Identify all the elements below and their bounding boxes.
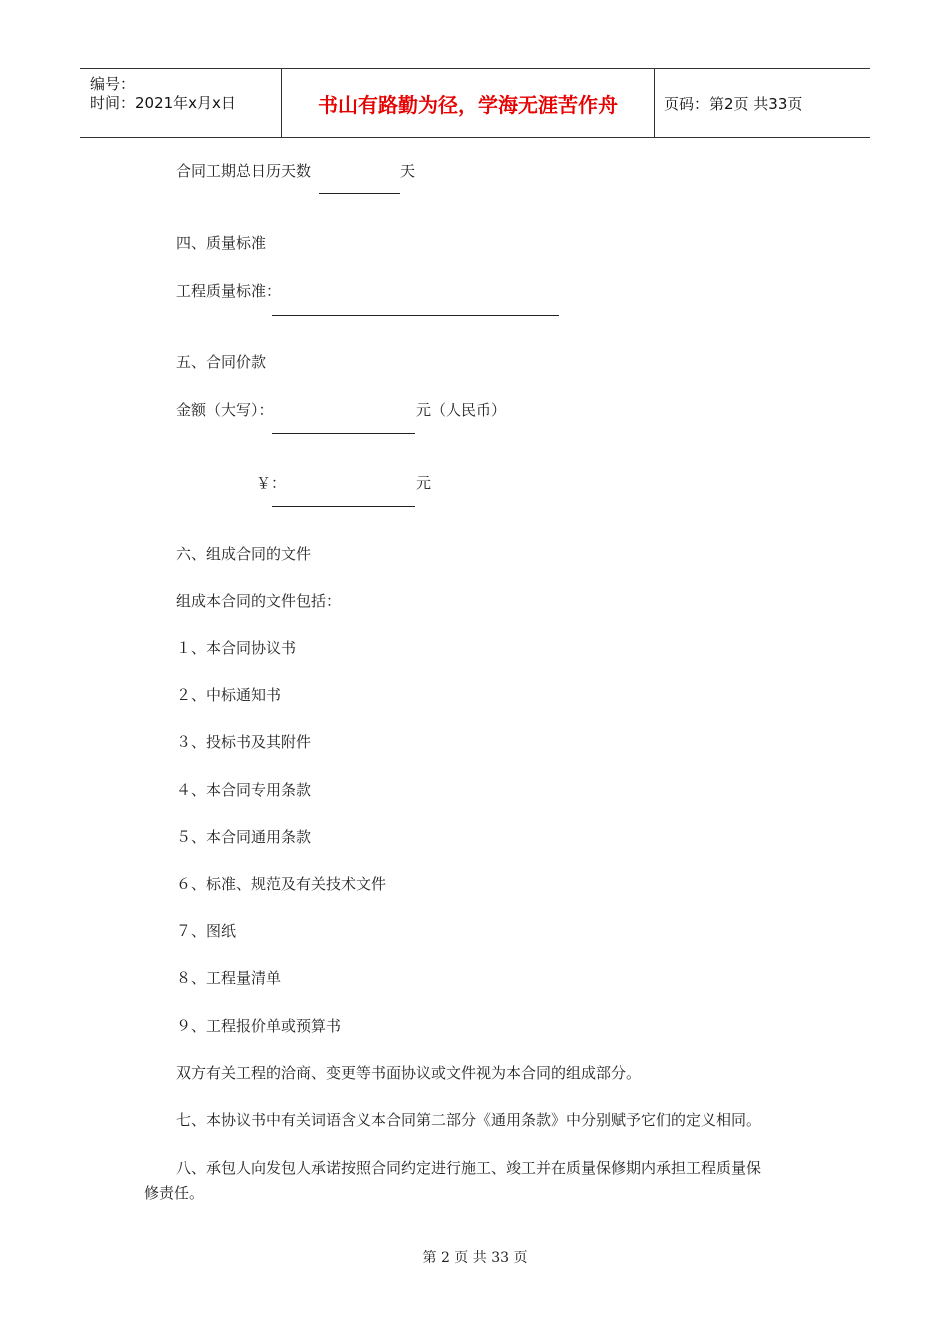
clause-8-line2: 修责任。 <box>144 1184 205 1202</box>
header-page-label: 页码：第2页 共33页 <box>664 95 803 113</box>
duration-label: 合同工期总日历天数 <box>176 162 312 180</box>
clause-8-line1: 八、承包人向发包人承诺按照合同约定进行施工、竣工并在质量保修期内承担工程质量保 <box>176 1159 762 1177</box>
document-item: １、本合同协议书 <box>176 639 297 657</box>
document-item: ５、本合同通用条款 <box>176 828 312 846</box>
document-time-label: 时间：2021年x月x日 <box>90 94 236 112</box>
documents-intro: 组成本合同的文件包括： <box>176 592 342 610</box>
document-item: ３、投标书及其附件 <box>176 733 312 751</box>
page-header <box>80 68 870 138</box>
amount-symbol-label: ￥： <box>256 474 287 492</box>
document-item: ２、中标通知书 <box>176 686 282 704</box>
amount-symbol-unit: 元 <box>416 474 432 492</box>
header-slogan: 书山有路勤为径，学海无涯苦作舟 <box>318 92 618 117</box>
amount-upper-label: 金额（大写）： <box>176 401 274 419</box>
quality-blank <box>272 315 559 316</box>
quality-label: 工程质量标准： <box>176 282 282 300</box>
duration-unit: 天 <box>400 162 416 180</box>
documents-note: 双方有关工程的洽商、变更等书面协议或文件视为本合同的组成部分。 <box>176 1064 642 1082</box>
header-left <box>90 75 236 113</box>
page-footer: 第 2 页 共 33 页 <box>422 1250 528 1266</box>
amount-upper-blank <box>272 433 415 434</box>
document-item: ４、本合同专用条款 <box>176 781 312 799</box>
amount-upper-unit: 元（人民币） <box>416 401 507 419</box>
duration-blank <box>319 193 400 194</box>
document-item: ６、标准、规范及有关技术文件 <box>176 875 387 893</box>
section6-title: 六、组成合同的文件 <box>176 545 312 563</box>
section5-title: 五、合同价款 <box>176 353 267 371</box>
document-number-label: 编号： <box>90 75 136 93</box>
section4-title: 四、质量标准 <box>176 234 267 252</box>
header-divider <box>654 69 655 137</box>
document-item: ７、图纸 <box>176 922 237 940</box>
amount-symbol-blank <box>272 506 415 507</box>
clause-7: 七、本协议书中有关词语含义本合同第二部分《通用条款》中分别赋予它们的定义相同。 <box>176 1111 762 1129</box>
document-item: ８、工程量清单 <box>176 969 282 987</box>
document-item: ９、工程报价单或预算书 <box>176 1017 342 1035</box>
